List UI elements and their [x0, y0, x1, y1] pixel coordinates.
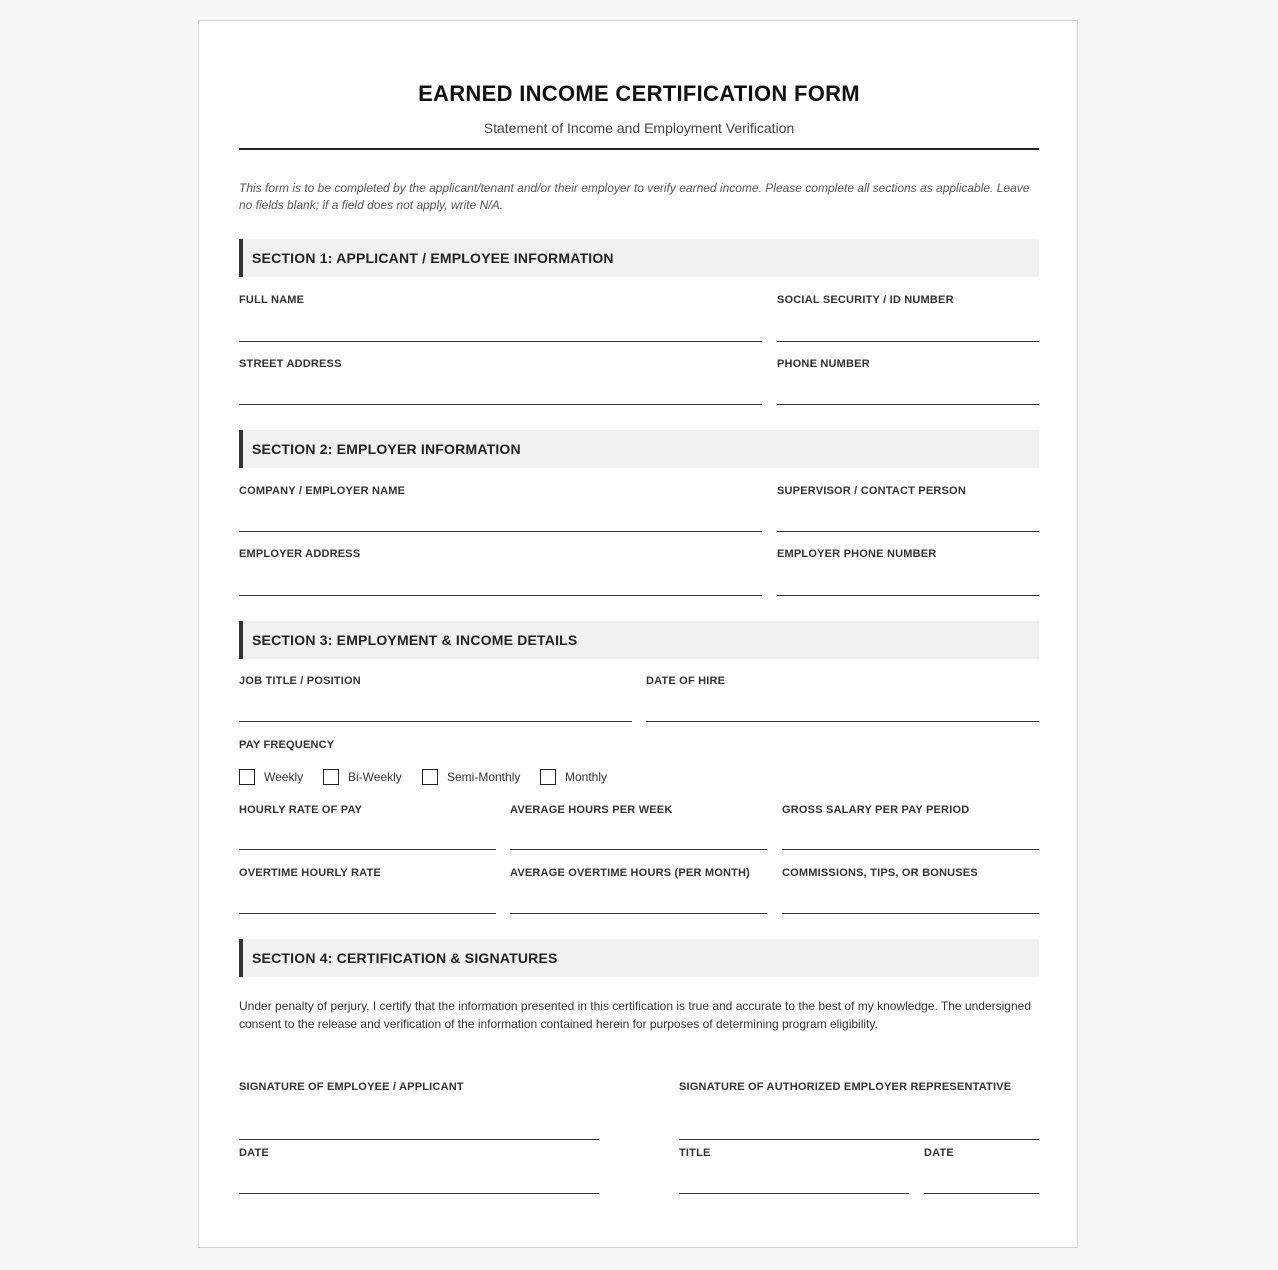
hire-date-field	[646, 675, 1039, 723]
certification-statement: Under penalty of perjury, I certify that the information presented in this certification is true and accurate to the best of my knowledge. The undersigned consent to the release and verification of the information contained herein for purposes of determining program eligibility.	[239, 999, 1031, 1031]
monthly-checkbox[interactable]	[540, 769, 615, 787]
full-name-input[interactable]	[239, 341, 762, 342]
section-4-title: SECTION 4: CERTIFICATION & SIGNATURES	[252, 950, 558, 966]
avg-overtime-label: AVERAGE OVERTIME HOURS (PER MONTH)	[510, 867, 751, 879]
phone-input[interactable]	[777, 404, 1039, 405]
full-name-label: FULL NAME	[239, 294, 305, 306]
employer-phone-label: EMPLOYER PHONE NUMBER	[777, 548, 937, 560]
employee-signature-field	[239, 1081, 599, 1141]
street-address-label: STREET ADDRESS	[239, 358, 342, 370]
supervisor-field	[777, 485, 1039, 533]
hourly-rate-input[interactable]	[239, 849, 496, 850]
phone-label: PHONE NUMBER	[777, 358, 870, 370]
section-3-header	[239, 621, 1039, 659]
checkbox-box[interactable]	[540, 769, 556, 785]
checkbox-box[interactable]	[239, 769, 255, 785]
avg-overtime-field	[510, 867, 767, 915]
ssn-input[interactable]	[777, 341, 1039, 342]
employer-signature-input[interactable]	[679, 1139, 1039, 1140]
form-subtitle: Statement of Income and Employment Verification	[483, 120, 795, 136]
header-divider	[239, 148, 1039, 150]
street-address-input[interactable]	[239, 404, 762, 405]
semi-monthly-checkbox[interactable]	[422, 769, 527, 787]
avg-overtime-input[interactable]	[510, 913, 767, 914]
gross-salary-input[interactable]	[782, 849, 1039, 850]
avg-hours-field	[510, 804, 767, 852]
commissions-label: COMMISSIONS, TIPS, OR BONUSES	[782, 867, 978, 879]
section-2-header	[239, 430, 1039, 468]
employee-date-label: DATE	[239, 1147, 269, 1159]
employer-address-field	[239, 548, 762, 596]
hourly-rate-field	[239, 804, 496, 852]
gross-salary-field	[782, 804, 1039, 852]
checkbox-box[interactable]	[323, 769, 339, 785]
company-input[interactable]	[239, 531, 762, 532]
hourly-rate-label: HOURLY RATE OF PAY	[239, 804, 363, 816]
section-1-title: SECTION 1: APPLICANT / EMPLOYEE INFORMATION	[252, 250, 614, 266]
full-name-field	[239, 294, 762, 342]
form-instructions: This form is to be completed by the applicant/tenant and/or their employer to verify earned income. Please complete all sections as applicable. Leave no fields blank; if a field does not apply, write N/A.	[239, 181, 1030, 212]
job-title-input[interactable]	[239, 721, 632, 722]
section-4-header	[239, 939, 1039, 977]
weekly-option-label: Weekly	[264, 770, 304, 784]
overtime-rate-input[interactable]	[239, 913, 496, 914]
ssn-label: SOCIAL SECURITY / ID NUMBER	[777, 294, 954, 306]
commissions-input[interactable]	[782, 913, 1039, 914]
job-title-field	[239, 675, 632, 723]
employee-signature-label: SIGNATURE OF EMPLOYEE / APPLICANT	[239, 1081, 464, 1093]
section-2-title: SECTION 2: EMPLOYER INFORMATION	[252, 441, 521, 457]
employer-title-input[interactable]	[679, 1193, 909, 1194]
employer-date-label: DATE	[924, 1147, 954, 1159]
employee-signature-input[interactable]	[239, 1139, 599, 1140]
employer-signature-field	[679, 1081, 1039, 1141]
ssn-field	[777, 294, 1039, 342]
avg-hours-label: AVERAGE HOURS PER WEEK	[510, 804, 673, 816]
pay-frequency-label: PAY FREQUENCY	[239, 739, 335, 751]
employer-signature-label: SIGNATURE OF AUTHORIZED EMPLOYER REPRESENTATIVE	[679, 1081, 1012, 1093]
form-page	[198, 20, 1078, 1248]
hire-date-input[interactable]	[646, 721, 1039, 722]
employer-title-label: TITLE	[679, 1147, 711, 1159]
gross-salary-label: GROSS SALARY PER PAY PERIOD	[782, 804, 970, 816]
job-title-label: JOB TITLE / POSITION	[239, 675, 361, 687]
section-1-header	[239, 239, 1039, 277]
employer-phone-input[interactable]	[777, 595, 1039, 596]
weekly-checkbox[interactable]	[239, 769, 309, 787]
company-label: COMPANY / EMPLOYER NAME	[239, 485, 406, 497]
avg-hours-input[interactable]	[510, 849, 767, 850]
pay-frequency-field	[239, 739, 539, 755]
supervisor-label: SUPERVISOR / CONTACT PERSON	[777, 485, 966, 497]
checkbox-box[interactable]	[422, 769, 438, 785]
bi-weekly-checkbox[interactable]	[323, 769, 408, 787]
commissions-field	[782, 867, 1039, 915]
hire-date-label: DATE OF HIRE	[646, 675, 726, 687]
section-3-title: SECTION 3: EMPLOYMENT & INCOME DETAILS	[252, 632, 578, 648]
employee-date-field	[239, 1147, 599, 1195]
employer-date-input[interactable]	[924, 1193, 1039, 1194]
company-field	[239, 485, 762, 533]
supervisor-input[interactable]	[777, 531, 1039, 532]
employee-date-input[interactable]	[239, 1193, 599, 1194]
phone-field	[777, 358, 1039, 406]
semi-monthly-option-label: Semi-Monthly	[447, 770, 521, 784]
street-address-field	[239, 358, 762, 406]
employer-phone-field	[777, 548, 1039, 596]
overtime-rate-label: OVERTIME HOURLY RATE	[239, 867, 381, 879]
employer-address-input[interactable]	[239, 595, 762, 596]
employer-title-field	[679, 1147, 909, 1195]
bi-weekly-option-label: Bi-Weekly	[348, 770, 402, 784]
employer-address-label: EMPLOYER ADDRESS	[239, 548, 361, 560]
employer-date-field	[924, 1147, 1039, 1195]
overtime-rate-field	[239, 867, 496, 915]
monthly-option-label: Monthly	[565, 770, 608, 784]
form-title: EARNED INCOME CERTIFICATION FORM	[418, 81, 860, 106]
